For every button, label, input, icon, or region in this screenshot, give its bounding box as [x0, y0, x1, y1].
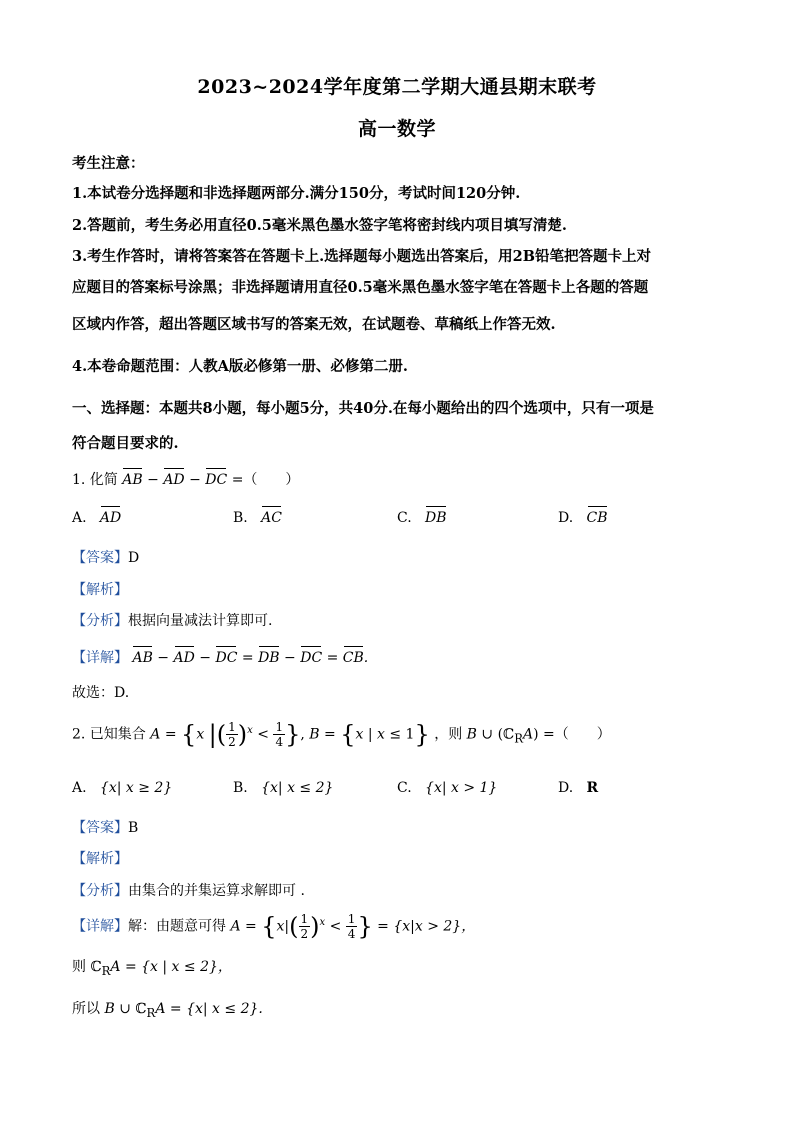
vector-dc: DC: [205, 472, 228, 488]
exam-subject: 高一数学: [357, 118, 436, 140]
q1-option-c: C. DB: [397, 510, 447, 526]
vector-ad: AD: [163, 472, 185, 488]
q2-complement-line: 则 ℂ$_R$A = {x | x ≤ 2}，: [72, 959, 232, 978]
notice-item-4: 4.本卷命题范围：人教A版必修第一册、必修第二册.: [72, 358, 408, 375]
question-1-prefix: 1. 化简: [72, 472, 118, 488]
q2-option-c: C. {x| x > 1}: [397, 780, 498, 796]
q1-fenxi: 【分析】根据向量减法计算即可.: [72, 613, 273, 629]
notice-item-1: 1.本试卷分选择题和非选择题两部分.满分150分，考试时间120分钟.: [72, 185, 521, 202]
q2-union-line: 所以 B ∪ ℂ$_R$A = {x| x ≤ 2}.: [72, 1001, 263, 1020]
q2-option-b: B. {x| x ≤ 2}: [233, 780, 334, 796]
notice-item-3-line-2: 应题目的答案标号涂黑；非选择题请用直径0.5毫米黑色墨水签字笔在答题卡上各题的答题: [72, 279, 649, 296]
q2-analysis-tag: 【解析】: [72, 851, 128, 867]
question-1-suffix: =（ ）: [231, 472, 300, 488]
notice-heading: 考生注意：: [72, 155, 145, 172]
q1-option-b: B. AC: [233, 510, 282, 526]
q2-detail: 【详解】解：由题意可得 A = {x|( $\frac{1}{2}$ )$^x$ < $\frac{1}{4}$ } = {x|x > 2}，: [72, 912, 476, 941]
q1-option-a: A. AD: [72, 510, 122, 526]
question-1-stem: 1. 化简 AB − AD − DC =（ ）: [72, 472, 300, 488]
notice-item-3-line-3: 区域内作答，超出答题区域书写的答案无效，在试题卷、草稿纸上作答无效.: [72, 316, 556, 333]
q2-fenxi: 【分析】由集合的并集运算求解即可 .: [72, 883, 305, 899]
q2-answer: 【答案】B: [72, 820, 139, 836]
q1-analysis-tag: 【解析】: [72, 582, 128, 598]
q1-option-d: D. CB: [558, 510, 608, 526]
section-1-heading-cont: 符合题目要求的.: [72, 435, 179, 452]
section-1-heading: 一、选择题：本题共8小题，每小题5分，共40分.在每小题给出的四个选项中，只有一项是: [72, 400, 654, 417]
notice-item-2: 2.答题前，考生务必用直径0.5毫米黑色墨水签字笔将密封线内项目填写清楚.: [72, 217, 567, 234]
q2-option-a: A. {x| x ≥ 2}: [72, 780, 173, 796]
exam-title: 2023~2024学年度第二学期大通县期末联考: [197, 76, 597, 98]
q2-option-d: D. R: [558, 780, 599, 796]
question-2-stem: 2. 已知集合 A = {x |( $\frac{1}{2}$ )$^x$ < $\frac{1}{4}$ }, B = {x | x ≤ 1} ，则 B ∪ (ℂ$_R$A) =（ ）: [72, 720, 611, 749]
q1-detail: 【详解】 AB − AD − DC = DB − DC = CB.: [72, 650, 369, 666]
q1-conclusion: 故选：D.: [72, 685, 130, 701]
q1-answer: 【答案】D: [72, 550, 140, 566]
vector-ab: AB: [122, 472, 143, 488]
notice-item-3-line-1: 3.考生作答时，请将答案答在答题卡上.选择题每小题选出答案后，用2B铅笔把答题卡上对: [72, 248, 652, 265]
